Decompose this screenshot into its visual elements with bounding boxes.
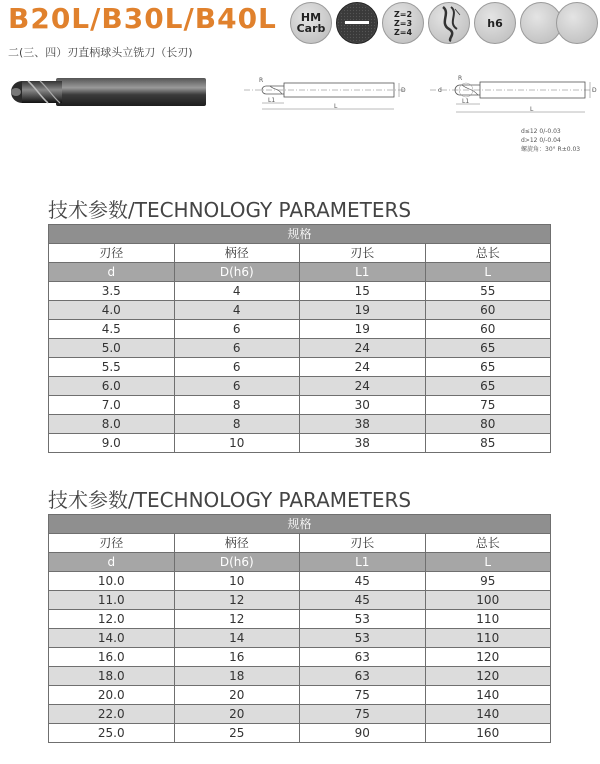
helix-angle-icon — [428, 2, 470, 44]
tolerance-small: d≤12 0/-0.03 — [521, 128, 561, 135]
cell-cutting-length: 63 — [300, 648, 426, 667]
table-row — [49, 705, 551, 724]
cell-cutting-diameter: 8.0 — [49, 415, 175, 434]
cell-overall-length: 100 — [425, 591, 551, 610]
cell-cutting-length: 75 — [300, 686, 426, 705]
drawing2-d-small-label: d — [438, 87, 442, 94]
cell-cutting-diameter: 10.0 — [49, 572, 175, 591]
h6-label: h6 — [487, 16, 503, 30]
drawing2-r-label: R — [458, 75, 463, 82]
product-subtitle: 二(三、四）刃直柄球头立铣刀（长刃) — [8, 46, 193, 59]
table-row — [49, 415, 551, 434]
cell-overall-length: 75 — [425, 396, 551, 415]
cell-cutting-length: 75 — [300, 705, 426, 724]
spec-header: 规格 — [49, 515, 551, 534]
cell-overall-length: 110 — [425, 610, 551, 629]
cell-shank-diameter: 14 — [174, 629, 300, 648]
cell-cutting-diameter: 11.0 — [49, 591, 175, 610]
drawing1-d-label: D — [401, 87, 406, 94]
z2-label: Z=2 — [393, 9, 413, 19]
table-row — [49, 591, 551, 610]
cell-cutting-length: 63 — [300, 667, 426, 686]
cell-cutting-length: 53 — [300, 629, 426, 648]
product-title: B20L/B30L/B40L — [8, 2, 277, 35]
cell-cutting-diameter: 6.0 — [49, 377, 175, 396]
cell-overall-length: 85 — [425, 434, 551, 453]
spec-header: 规格 — [49, 225, 551, 244]
cell-cutting-diameter: 5.0 — [49, 339, 175, 358]
cell-cutting-diameter: 25.0 — [49, 724, 175, 743]
cell-cutting-length: 19 — [300, 320, 426, 339]
table-row — [49, 724, 551, 743]
header-shank-diameter: 柄径 — [174, 244, 300, 263]
cell-overall-length: 55 — [425, 282, 551, 301]
cell-cutting-diameter: 4.0 — [49, 301, 175, 320]
symbol-L: L — [425, 553, 551, 572]
cell-cutting-length: 45 — [300, 572, 426, 591]
cell-shank-diameter: 20 — [174, 686, 300, 705]
symbol-D-h6: D(h6) — [174, 263, 300, 282]
cell-shank-diameter: 10 — [174, 434, 300, 453]
cell-shank-diameter: 20 — [174, 705, 300, 724]
cell-cutting-length: 38 — [300, 434, 426, 453]
table-row — [49, 686, 551, 705]
table-row — [49, 648, 551, 667]
cell-overall-length: 65 — [425, 339, 551, 358]
drawing1-r-label: R — [259, 77, 264, 84]
table-row — [49, 629, 551, 648]
header-cutting-diameter: 刃径 — [49, 244, 175, 263]
cell-overall-length: 120 — [425, 648, 551, 667]
cell-shank-diameter: 6 — [174, 358, 300, 377]
cell-shank-diameter: 6 — [174, 377, 300, 396]
cell-shank-diameter: 12 — [174, 610, 300, 629]
cell-cutting-diameter: 3.5 — [49, 282, 175, 301]
header-overall-length: 总长 — [425, 534, 551, 553]
cell-overall-length: 95 — [425, 572, 551, 591]
helix-tolerance: 螺旋角：30° R±0.03 — [521, 146, 581, 153]
table-row — [49, 667, 551, 686]
section-title-1: 技术参数/TECHNOLOGY PARAMETERS — [48, 198, 412, 222]
cell-cutting-length: 53 — [300, 610, 426, 629]
z4-label: Z=4 — [393, 27, 413, 37]
cell-shank-diameter: 25 — [174, 724, 300, 743]
cell-overall-length: 65 — [425, 358, 551, 377]
blank-badge-2 — [556, 2, 598, 44]
cell-cutting-diameter: 18.0 — [49, 667, 175, 686]
cell-cutting-length: 38 — [300, 415, 426, 434]
cell-overall-length: 60 — [425, 320, 551, 339]
drawing2-d-label: D — [592, 87, 597, 94]
table-row — [49, 358, 551, 377]
cell-cutting-length: 30 — [300, 396, 426, 415]
cell-shank-diameter: 16 — [174, 648, 300, 667]
drawing2-l1-label: L1 — [462, 98, 470, 105]
z3-label: Z=3 — [393, 18, 413, 28]
cell-overall-length: 140 — [425, 705, 551, 724]
cell-overall-length: 80 — [425, 415, 551, 434]
symbol-L: L — [425, 263, 551, 282]
cell-overall-length: 140 — [425, 686, 551, 705]
h6-badge — [474, 2, 516, 44]
cell-cutting-length: 24 — [300, 358, 426, 377]
cell-overall-length: 110 — [425, 629, 551, 648]
cell-cutting-diameter: 9.0 — [49, 434, 175, 453]
symbol-L1: L1 — [300, 263, 426, 282]
symbol-D-h6: D(h6) — [174, 553, 300, 572]
table-row — [49, 572, 551, 591]
drawing1-l-label: L — [334, 103, 338, 110]
table-row — [49, 301, 551, 320]
symbol-d: d — [49, 263, 175, 282]
cell-overall-length: 60 — [425, 301, 551, 320]
coating-stripe-icon — [336, 2, 378, 44]
symbol-L1: L1 — [300, 553, 426, 572]
table-row — [49, 339, 551, 358]
three-flute-drawing — [430, 72, 600, 116]
cell-cutting-length: 45 — [300, 591, 426, 610]
header-overall-length: 总长 — [425, 244, 551, 263]
carb-label: Carb — [296, 22, 326, 35]
cell-cutting-diameter: 14.0 — [49, 629, 175, 648]
header-cutting-diameter: 刃径 — [49, 534, 175, 553]
section-title-2: 技术参数/TECHNOLOGY PARAMETERS — [48, 488, 412, 512]
header-shank-diameter: 柄径 — [174, 534, 300, 553]
hm-carb-badge — [290, 2, 332, 44]
drawing1-l1-label: L1 — [268, 97, 276, 104]
tolerance-large: d>12 0/-0.04 — [521, 137, 561, 144]
two-flute-drawing — [244, 72, 414, 112]
cell-shank-diameter: 18 — [174, 667, 300, 686]
cell-shank-diameter: 4 — [174, 301, 300, 320]
cell-cutting-length: 90 — [300, 724, 426, 743]
cell-cutting-length: 19 — [300, 301, 426, 320]
cell-cutting-diameter: 5.5 — [49, 358, 175, 377]
cell-shank-diameter: 6 — [174, 320, 300, 339]
cell-shank-diameter: 10 — [174, 572, 300, 591]
cell-cutting-length: 15 — [300, 282, 426, 301]
cell-overall-length: 65 — [425, 377, 551, 396]
table-row — [49, 396, 551, 415]
cell-overall-length: 120 — [425, 667, 551, 686]
table-row — [49, 434, 551, 453]
header-cutting-length: 刃长 — [300, 534, 426, 553]
cell-cutting-diameter: 22.0 — [49, 705, 175, 724]
table-row — [49, 377, 551, 396]
parameters-table-1 — [48, 224, 551, 453]
parameters-table-2 — [48, 514, 551, 743]
symbol-d: d — [49, 553, 175, 572]
table-row — [49, 610, 551, 629]
cell-shank-diameter: 4 — [174, 282, 300, 301]
table-row — [49, 320, 551, 339]
ball-end-mill-image — [8, 70, 208, 114]
cell-cutting-length: 24 — [300, 377, 426, 396]
cell-shank-diameter: 12 — [174, 591, 300, 610]
cell-cutting-diameter: 16.0 — [49, 648, 175, 667]
table-row — [49, 282, 551, 301]
flute-count-badge — [382, 2, 424, 44]
cell-shank-diameter: 6 — [174, 339, 300, 358]
header-cutting-length: 刃长 — [300, 244, 426, 263]
cell-overall-length: 160 — [425, 724, 551, 743]
drawing2-l-label: L — [530, 106, 534, 113]
cell-shank-diameter: 8 — [174, 396, 300, 415]
cell-cutting-diameter: 4.5 — [49, 320, 175, 339]
cell-cutting-length: 24 — [300, 339, 426, 358]
cell-cutting-diameter: 7.0 — [49, 396, 175, 415]
cell-cutting-diameter: 12.0 — [49, 610, 175, 629]
cell-cutting-diameter: 20.0 — [49, 686, 175, 705]
cell-shank-diameter: 8 — [174, 415, 300, 434]
hm-label: HM — [300, 11, 322, 24]
